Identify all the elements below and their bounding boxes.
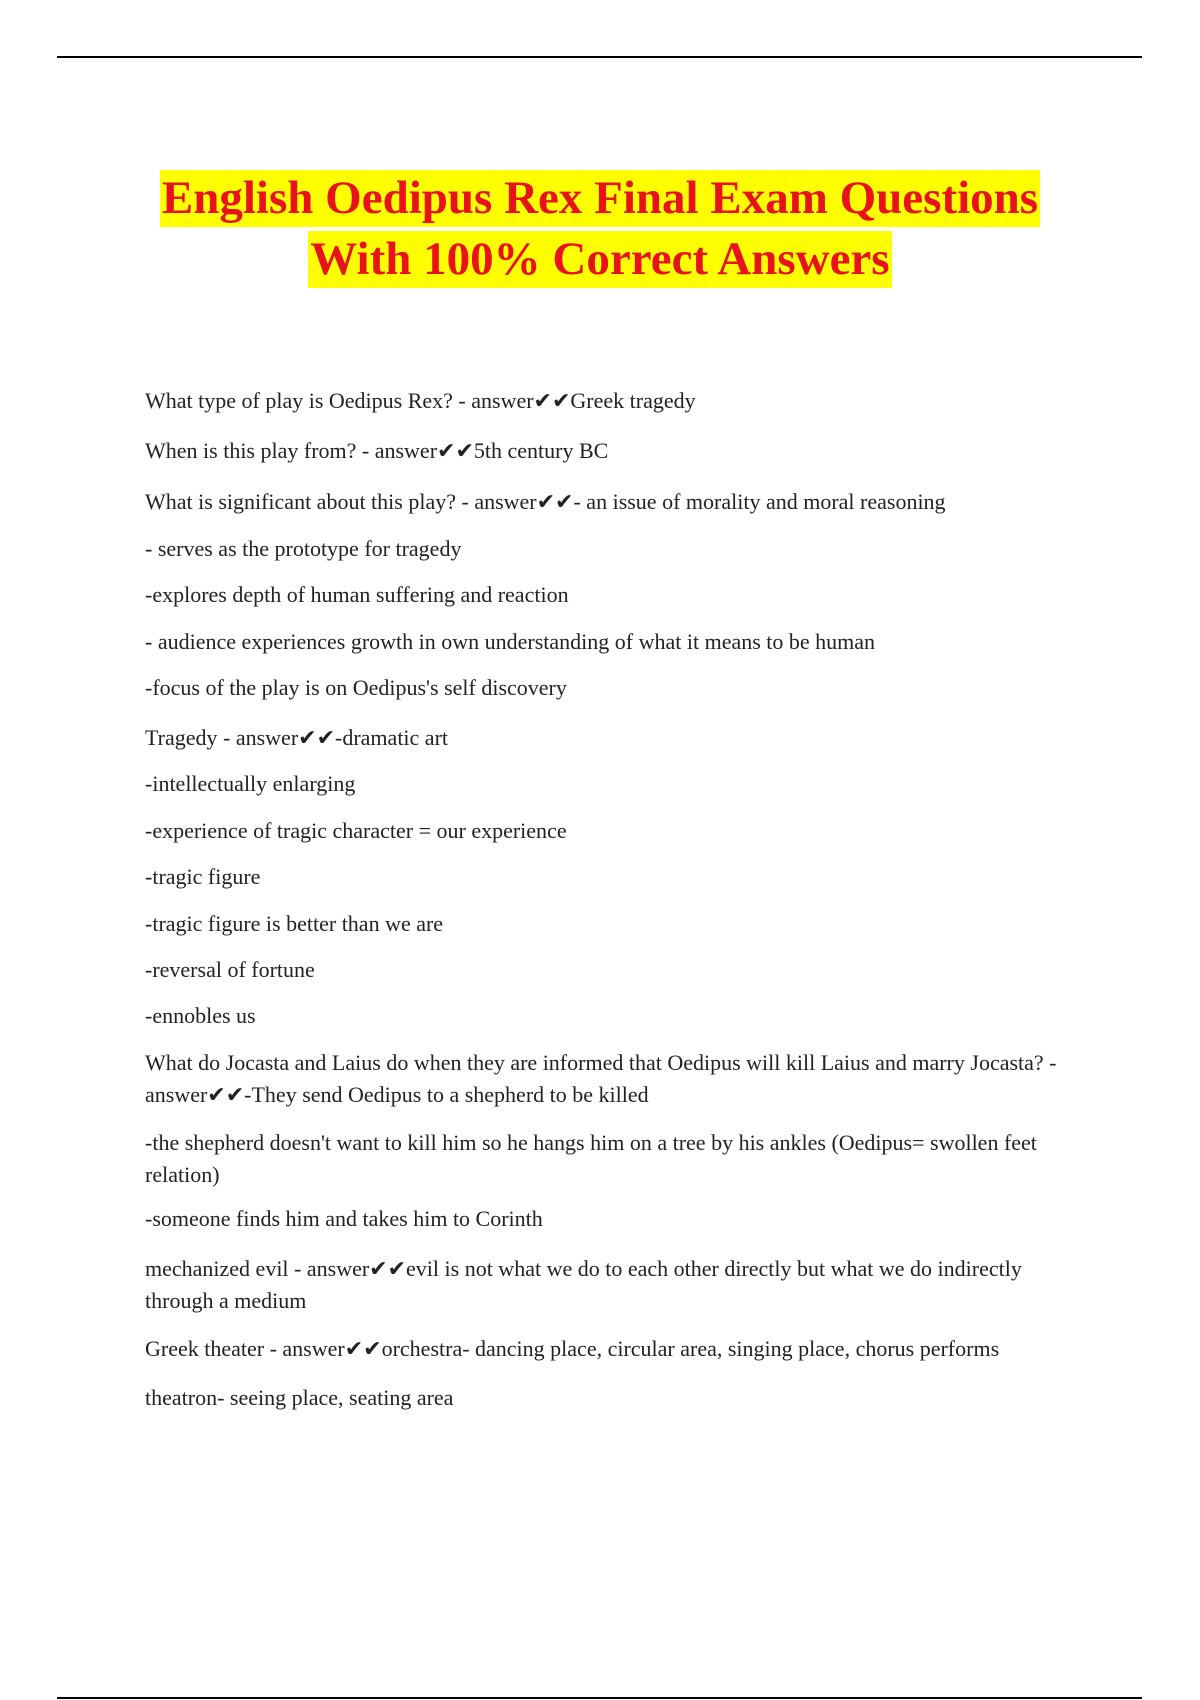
paragraph: mechanized evil - answer✔✔evil is not what we do to each other directly but what we do indirectly through a medium	[145, 1256, 1022, 1313]
paragraph: What do Jocasta and Laius do when they are informed that Oedipus will kill Laius and marry Jocasta? - answer✔✔-They send Oedipus to a shepherd to be killed	[145, 1050, 1057, 1107]
paragraph: -experience of tragic character = our experience	[145, 818, 567, 843]
paragraph: -someone finds him and takes him to Corinth	[145, 1206, 543, 1231]
paragraph: Greek theater - answer✔✔orchestra- dancing place, circular area, singing place, chorus performs	[145, 1336, 1000, 1361]
paragraph: -ennobles us	[145, 1003, 256, 1028]
bottom-rule	[57, 1697, 1142, 1699]
title-line-1: English Oedipus Rex Final Exam Questions	[160, 170, 1040, 227]
paragraph: Tragedy - answer✔✔-dramatic art	[145, 725, 449, 750]
paragraph: -focus of the play is on Oedipus's self discovery	[145, 675, 567, 700]
paragraph: When is this play from? - answer✔✔5th century BC	[145, 438, 609, 463]
paragraph: -reversal of fortune	[145, 957, 315, 982]
paragraph: What is significant about this play? - answer✔✔- an issue of morality and moral reasoning	[145, 489, 946, 514]
paragraph: -tragic figure	[145, 864, 261, 889]
paragraph: - serves as the prototype for tragedy	[145, 536, 462, 561]
paragraph: What type of play is Oedipus Rex? - answer✔✔Greek tragedy	[145, 388, 696, 413]
paragraph: -the shepherd doesn't want to kill him so he hangs him on a tree by his ankles (Oedipus= swollen feet relation)	[145, 1130, 1037, 1187]
paragraph: -intellectually enlarging	[145, 771, 356, 796]
paragraph: - audience experiences growth in own understanding of what it means to be human	[145, 629, 876, 654]
paragraph: theatron- seeing place, seating area	[145, 1385, 454, 1410]
top-rule	[57, 56, 1142, 58]
paragraph: -tragic figure is better than we are	[145, 911, 444, 936]
document-title	[0, 168, 1200, 290]
paragraph: -explores depth of human suffering and reaction	[145, 582, 569, 607]
title-line-2: With 100% Correct Answers	[308, 231, 891, 288]
